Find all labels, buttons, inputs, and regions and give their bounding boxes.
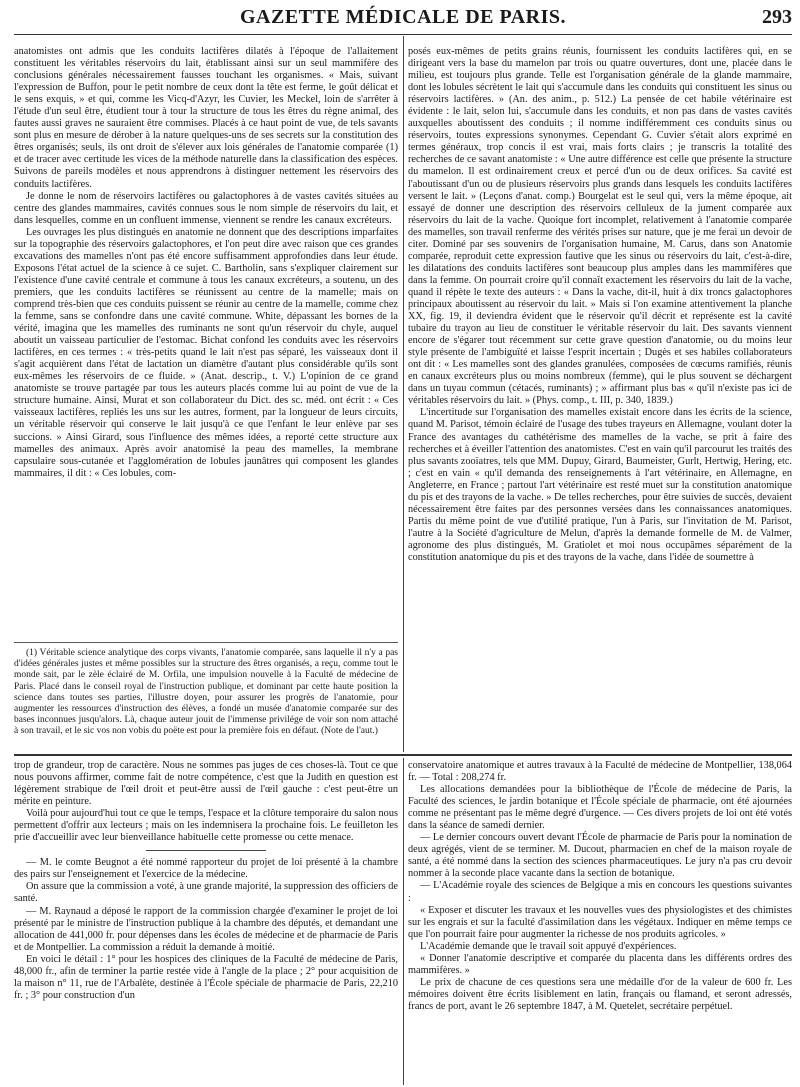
paragraph: posés eux-mêmes de petits grains réunis, fournissent les conduits lactifères qui, en se dirigeant vers la base du mamelon par trois ou quatre ouvertures, dont une, placée dans le milieu, est toujours plus grande. Telle est l'organisation générale de la glande mammaire, dont les lobules sécrètent le lait qui s'accumule dans les conduits qui constituent les sinus ou réservoirs lactifères. » (An. des anim., p. 512.) La pensée de cet habile vétérinaire est évidente : le lait, selon lui, s'accumule dans les conduits, et non pas dans de vastes cavités auxquelles aboutissent des conduits ; il nomme indifféremment ces conduits sinus ou réservoirs, toutes expressions synonymes. Cependant G. Cuvier s'était alors exprimé en termes généraux, trop concis il est vrai, mais forts clairs ; je transcris la totalité des recherches de ce savant anatomiste : « Une autre différence est celle que présente la structure du mamelon. Il est ordinairement creux et percé d'un ou de deux orifices. Sa cavité est l'aboutissant d'un ou de plusieurs réservoirs plus grands dans lesquels les conduits lactifères versent le lait. » (Leçons d'anat. comp.) Bourgelat est le seul qui, vers la même époque, ait essayé de donner une description des réservoirs celluleux de la jument comparée aux réservoirs du lait de la vache. Quoique fort incomplet, relativement à l'anatomie comparée des mamelles, son travail renferme des vérités prises sur nature, que je me ferai un devoir de citer. Dominé par ses souvenirs de l'organisation humaine, M. Carus, dans son Anatomie comparée, reproduit cette expression fautive que les sinus ou réservoirs du lait, c'est-à-dire, les dilatations des conduits lactifères sont beaucoup plus amples dans les mammifères que dans la femme. On pourrait croire qu'il connaît exactement les réservoirs du lait de la vache, quand il répète le texte des auteurs : « Dans la vache, dit-il, huit à dix troncs galactophores principaux aboutissent au réservoir du lait. » Mais si l'on examine attentivement la planche XX, fig. 19, il deviendra évident que le réservoir qu'il décrit et représente est la cavité tubaire du trayon au lieu de constituer le véritable réservoir du lait. Des savants viennent encore de s'égarer tout récemment sur cette grave question d'anatomie, ou du moins leur style présente de l'ambiguïté et laisse l'esprit incertain ; Dugès et ses habiles collaborateurs ont dit : « Les mamelles sont des glandes granulées, composées de cœcums ramifiés, réunis en canaux excréteurs plus ou moins nombreux (femme), qui le plus souvent se déchargent dans un tuyau commun (cétacés, ruminants) ; » affirmant plus bas « qu'il n'existe pas ici de véritables réservoirs du lait. » (Phys. comp., t. III, p. 340, 1839.) bbox=[408, 46, 792, 407]
paragraph: conservatoire anatomique et autres travaux à la Faculté de médecine de Montpellier, 138,064 fr. — Total : 208,274 fr. bbox=[408, 760, 792, 784]
news-column-right bbox=[408, 760, 792, 1085]
news-item: — M. Raynaud a déposé le rapport de la commission chargée d'examiner le projet de loi présenté par le ministre de l'instruction publique à la chambre des députés, et demandant une allocation de 441,000 fr. pour dépenses dans les écoles de médecine et de pharmacie de Paris et de Montpellier. La commission a réduit la demande à moitié. bbox=[14, 905, 398, 953]
news-item: « Donner l'anatomie descriptive et comparée du placenta dans les différents ordres des mammifères. » bbox=[408, 952, 792, 976]
news-item: En voici le détail : 1° pour les hospices des cliniques de la Faculté de médecine de Paris, 48,000 fr., afin de terminer la partie restée vide à l'angle de la place ; 2° pour acquisition de la maison n° 11, rue de l'Arbalète, destinée à l'École spéciale de pharmacie de Paris, 22,210 fr. ; 3° pour construction d'un bbox=[14, 953, 398, 1001]
footnote-text: (1) Véritable science analytique des corps vivants, l'anatomie comparée, sans laquelle il n'y a pas d'idées générales justes et même possibles sur la structure des êtres organisés, a reçu, comme tout le monde sait, par le zèle éclairé de M. Orfila, une impulsion nouvelle à la Faculté de médecine de Paris. Placé dans le conseil royal de l'instruction publique, et dominant par cette haute position la science dans toutes ses parties, l'illustre doyen, pour assurer les progrès de l'anatomie, pour augmenter les ressources d'instruction des élèves, a fondé un musée d'anatomie comparée sur des bases inconnues jusqu'alors. Là, chaque auteur jouit de l'immense privilége de voir son nom attaché à son travail, et le sic vos non vobis du poëte est pour la première fois en défaut. (Note de l'aut.) bbox=[14, 648, 398, 737]
page-number: 293 bbox=[762, 6, 792, 28]
page-title: GAZETTE MÉDICALE DE PARIS. bbox=[239, 6, 567, 28]
paragraph: anatomistes ont admis que les conduits lactifères dilatés à l'époque de l'allaitement constituent les véritables réservoirs du lait, établissant ainsi sur un seul mammifère des conclusions générales nécessairement fausses touchant les organismes. « Mais, suivant l'expression de Buffon, pour le petit nombre de ceux dont la tête est ferme, le goût délicat et le sens exquis, » et qui, comme les Vicq-d'Azyr, les Cuvier, les Meckel, loin de s'arrêter à l'étude d'un seul être, étudient tour à tour la structure de tous les êtres du règne animal, des fautes aussi graves ne sauraient être commises. Placés à ce haut point de vue, de tels savants sont plus en mesure de dérober à la nature quelques-uns de ses secrets sur la constitution des êtres organisés; seuls, ils ont droit de s'élever aux lois générales de l'anatomie comparée (1) et de tracer avec certitude les vices de la méthode naturelle dans la classification des espèces. Suivons de pareils modèles et nous apprendrons à distinguer nettement les réservoirs des conduits lactifères. bbox=[14, 46, 398, 190]
separator bbox=[146, 850, 266, 851]
paragraph: L'incertitude sur l'organisation des mamelles existait encore dans les écrits de la science, quand M. Parisot, témoin éclairé de l'usage des tubes trayeurs en Allemagne, voulant doter la France des avantages du cathétérisme des mamelles de la vache, se prit à faire des recherches et à éveiller l'attention des anatomistes. C'est en vain qu'il parcourut les traités des plus savants zooïatres, tels que MM. Dupuy, Girard, Baumeister, Gurlt, Hertwig, Hering, etc. ; c'est en vain « qu'il demanda des renseignements à l'art vétérinaire, en Allemagne, en Angleterre, en France ; partout l'art vétérinaire est resté muet sur la constitution anatomique du pis et des trayons de la vache. » De telles recherches, pour être suivies de succès, devaient nécessairement être faites par des personnes versées dans les connaissances anatomiques. Partis du même point de vue d'utilité pratique, l'un à Paris, sur l'invitation de M. Parisot, l'autre à la Société d'agriculture de Melun, d'après la demande formelle de M. de Valmer, agronome des plus distingués, M. Gratiolet et moi nous occupâmes séparément de la constitution anatomique du pis et des trayons de la vache, dans l'idée de soumettre à bbox=[408, 407, 792, 563]
paragraph: Voilà pour aujourd'hui tout ce que le temps, l'espace et la clôture temporaire du salon nous permettent d'offrir aux lecteurs ; mais on les indemnisera la prochaine fois. Le feuilleton les prie d'accueillir avec leur bienveillance habituelle cette promesse ou cette menace. bbox=[14, 808, 398, 844]
article-column-left bbox=[14, 46, 398, 636]
paragraph: Je donne le nom de réservoirs lactifères ou galactophores à de vastes cavités situées au centre des glandes mammaires, cavités connues sous le nom simple de réservoirs du lait, et dans lesquelles, comme en un confluent immense, viennent se rendre les canaux excréteurs. bbox=[14, 190, 398, 226]
news-column-left bbox=[14, 760, 398, 1085]
footnote bbox=[14, 648, 398, 752]
section-rule bbox=[14, 754, 792, 756]
news-item: — M. le comte Beugnot a été nommé rapporteur du projet de loi présenté à la chambre des pairs sur l'enseignement et l'exercice de la médecine. bbox=[14, 857, 398, 881]
news-item: — L'Académie royale des sciences de Belgique a mis en concours les questions suivantes : bbox=[408, 880, 792, 904]
paragraph: trop de grandeur, trop de caractère. Nous ne sommes pas juges de ces choses-là. Tout ce que nous pouvons affirmer, comme fait de notre compétence, c'est que la Judith en question est légèrement strabique de l'œil droit et peut-être aussi de l'œil gauche : c'est peut-être un mérite en peinture. bbox=[14, 760, 398, 808]
footnote-rule bbox=[14, 642, 398, 643]
header-rule bbox=[14, 34, 792, 35]
news-item: Les allocations demandées pour la bibliothèque de l'École de médecine de Paris, la Faculté des sciences, le jardin botanique et l'École spéciale de pharmacie, ont été ajournées comme ne présentant pas le même degré d'urgence. — Ces divers projets de loi ont été votés dans la séance de samedi dernier. bbox=[408, 784, 792, 832]
paragraph: Les ouvrages les plus distingués en anatomie ne donnent que des descriptions imparfaites sur la topographie des réservoirs galactophores, et l'on peut dire avec raison que ces grandes excavations des mamelles n'ont pas été encore suffisamment approfondies dans leur étude. Exposons l'état actuel de la science à ce sujet. C. Bartholin, sans s'expliquer clairement sur l'existence d'une cavité centrale et commune à tous les canaux excréteurs, a soutenu, un des premiers, que les conduits lactifères se réunissent au centre de la mamelle; mais on comprend très-bien que ces conduits puissent se réunir au centre de la mamelle, comme chez la femme, sans se confondre dans une cavité commune. White, dépassant les bornes de la vérité, imagina que les mamelles des ruminants ne sont qu'un réservoir du chyle, auquel aboutit un vaisseau particulier de l'estomac. Bichat confond les conduits avec les réservoirs lactifères, en ces termes : « très-petits quand le lait n'est pas séparé, les vaisseaux dont il s'agit acquièrent dans l'état de lactation un diamètre d'autant plus considérable qu'ils sont eux-mêmes les réservoirs de ce fluide. » (Anat. descrip., t. V.) L'opinion de ce grand anatomiste se trouve partagée par tous les auteurs placés comme lui au point de vue de la structure humaine. Ainsi, Murat et son collaborateur du Dict. des sc. méd. ont écrit : « Ces vaisseaux lactifères, repliés les uns sur les autres, forment, par la longueur de leurs circuits, un véritable réservoir qui conserve le lait jusqu'à ce que l'enfant le leur enlève par ses succions. » Ainsi Girard, sous l'influence des mêmes idées, a reporté cette structure aux mamelles des animaux. Après avoir anatomisé la peau des mamelles, la membrane capsulaire sous-cutanée et l'agglomération de lobules jaunâtres qui composent les glandes mammaires, il dit : « Ces lobules, com- bbox=[14, 226, 398, 479]
news-item: Le prix de chacune de ces questions sera une médaille d'or de la valeur de 600 fr. Les mémoires doivent être écrits lisiblement en latin, français ou flamand, et seront adressés, francs de port, avant le 26 septembre 1847, à M. Quetelet, secrétaire perpétuel. bbox=[408, 976, 792, 1012]
news-item: — Le dernier concours ouvert devant l'École de pharmacie de Paris pour la nomination de deux agrégés, vient de se terminer. M. Ducout, pharmacien en chef de la maison royale de santé, a été nommé dans la section des sciences pharmaceutiques. Le jury n'a pas cru devoir nommer à la seconde place vacante dans la section de botanique. bbox=[408, 832, 792, 880]
news-item: « Exposer et discuter les travaux et les nouvelles vues des physiologistes et des chimistes sur les engrais et sur la faculté d'assimilation dans les végétaux. Indiquer en même temps ce que l'on pourrait faire pour augmenter la richesse de nos produits agricoles. » bbox=[408, 904, 792, 940]
page-header bbox=[14, 6, 792, 34]
newspaper-page bbox=[14, 0, 792, 1087]
news-item: L'Académie demande que le travail soit appuyé d'expériences. bbox=[420, 940, 677, 952]
column-divider-bottom bbox=[403, 758, 404, 1085]
article-column-right bbox=[408, 46, 792, 750]
column-divider-top bbox=[403, 36, 404, 752]
news-item: On assure que la commission a voté, à une grande majorité, la suppression des officiers de santé. bbox=[14, 881, 398, 905]
